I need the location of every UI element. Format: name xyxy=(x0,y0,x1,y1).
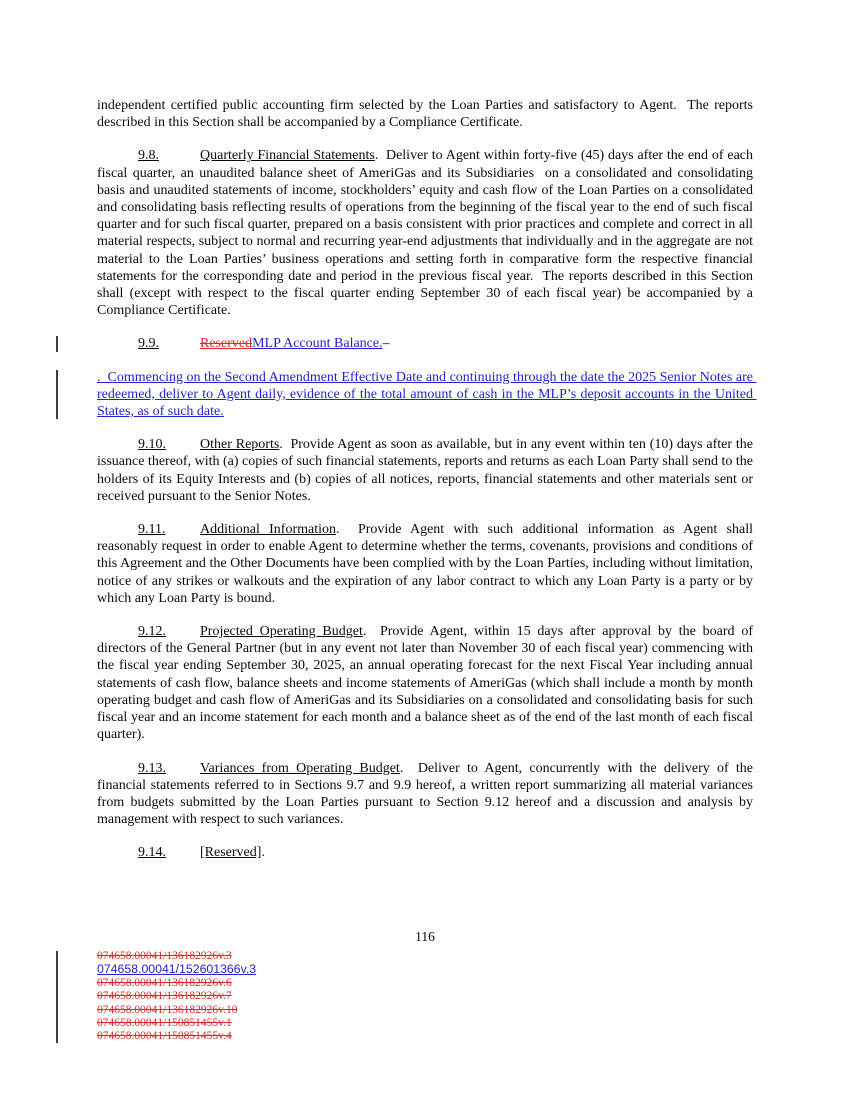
deleted-dash: – xyxy=(382,336,390,352)
section-9-8-body: . Deliver to Agent within forty-five (45) days after the end of each fiscal quarter, an unaudited balance sheet of AmeriGas and its Subsidiaries on a consolidated and consolidating basis and unaudited statements of income, stockholders’ equity and cash flow of the Loan Parties on a consolidated and consolidating basis reflecting results of operations from the beginning of the fiscal year to the end of such fiscal quarter and for such fiscal quarter, prepared on a basis consistent with prior practices and complete and correct in all material respects, subject to normal and recurring year-end adjustments that individually and in the aggregate are not material to the Loan Parties’ business operations and setting forth in comparative form the respective financial statements for the corresponding date and period in the previous fiscal year. The reports described in this Section shall (except with respect to the fiscal quarter ending September 30 of each fiscal year) be accompanied by a Compliance Certificate. xyxy=(97,148,757,319)
section-9-13 xyxy=(97,760,757,829)
section-9-10-number: 9.10. xyxy=(138,437,166,453)
section-9-9-number: 9.9. xyxy=(138,336,159,352)
version-line-current: 074658.00041/152601366v.3 xyxy=(97,962,257,977)
document-content xyxy=(97,97,757,878)
change-bar xyxy=(56,370,58,420)
version-line: 074658.00041/136182926v.6 xyxy=(97,976,232,989)
section-9-10-title: Other Reports xyxy=(200,437,280,453)
inserted-title-mlp-account-balance: MLP Account Balance. xyxy=(252,336,383,352)
section-9-14 xyxy=(97,844,753,861)
inserted-paragraph-text: . Commencing on the Second Amendment Effective Date and continuing through the date the 2025 Senior Notes are redeemed, deliver to Agent daily, evidence of the total amount of cash in the MLP’s deposit accounts in the United States, as of such date. xyxy=(97,369,757,420)
section-9-13-title: Variances from Operating Budget xyxy=(200,760,400,776)
page-number: 116 xyxy=(415,929,435,944)
section-9-14-number: 9.14. xyxy=(138,845,166,861)
section-9-12-title: Projected Operating Budget xyxy=(200,624,363,640)
section-9-11-title: Additional Information xyxy=(200,522,336,538)
section-9-11-body: . Provide Agent with such additional information as Agent shall reasonably request in order to enable Agent to determine whether the terms, covenants, provisions and conditions of this Agreement and the Other Documents have been complied with by the Loan Parties, including without limitation, notice of any strikes or walkouts and the expiration of any labor contract to which any Loan Party is a party or by which any Loan Party is bound. xyxy=(97,522,757,606)
paragraph-intro xyxy=(97,97,757,131)
deleted-text-reserved: Reserved xyxy=(200,336,253,352)
section-9-14-title: [Reserved] xyxy=(200,845,262,861)
section-9-10-body: . Provide Agent as soon as available, but in any event within ten (10) days after the issuance thereof, with (a) copies of such financial statements, reports and returns as each Loan Party shall send to the holders of its Equity Interests and (b) copies of all notices, reports, financial statements and other materials sent or received pursuant to the Senior Notes. xyxy=(97,437,757,504)
change-bar xyxy=(56,951,58,1043)
section-9-10 xyxy=(97,436,757,505)
version-line: 074658.00041/136182926v.7 xyxy=(97,990,232,1003)
version-line: 074658.00041/136182926v.3 xyxy=(97,950,232,962)
section-9-11-number: 9.11. xyxy=(138,522,166,538)
section-9-8-number: 9.8. xyxy=(138,148,159,164)
footer-version-list xyxy=(97,950,256,1044)
section-9-11 xyxy=(97,521,757,607)
change-bar xyxy=(56,336,58,351)
version-line: 074658.00041/150851455v.4 xyxy=(97,1030,232,1043)
section-9-8-title: Quarterly Financial Statements xyxy=(200,148,375,164)
section-9-14-body: . xyxy=(261,845,265,861)
section-9-8 xyxy=(97,147,757,319)
inserted-paragraph-mlp-cash xyxy=(97,369,757,421)
section-9-12 xyxy=(97,623,757,743)
paragraph-intro-text: independent certified public accounting firm selected by the Loan Parties and satisfactory to Agent. The reports described in this Section shall be accompanied by a Compliance Certificate. xyxy=(97,98,757,131)
section-9-9-amended-heading xyxy=(97,335,753,352)
section-9-13-body: . Deliver to Agent, concurrently with the delivery of the financial statements referred to in Sections 9.7 and 9.9 hereof, a written report summarizing all material variances from budgets submitted by the Loan Parties pursuant to Section 9.12 hereof and a discussion and analysis by management with respect to such variances. xyxy=(97,760,757,828)
version-line: 074658.00041/136182926v.10 xyxy=(97,1003,238,1016)
section-9-13-number: 9.13. xyxy=(138,760,166,776)
section-9-12-number: 9.12. xyxy=(138,624,166,640)
version-line: 074658.00041/150851455v.1 xyxy=(97,1017,232,1030)
section-9-12-body: . Provide Agent, within 15 days after approval by the board of directors of the General Partner (but in any event not later than November 30 of each fiscal year) commencing with the fiscal year ending September 30, 2025, an annual operating forecast for the next Fiscal Year including annual statements of cash flow, balance sheets and income statements of AmeriGas (which shall include a month by month operating budget and cash flow of AmeriGas and its Subsidiaries on a consolidated and consolidating basis for such fiscal year and an income statement for each month and a balance sheet as of the end of the last month of each fiscal quarter). xyxy=(97,624,757,743)
